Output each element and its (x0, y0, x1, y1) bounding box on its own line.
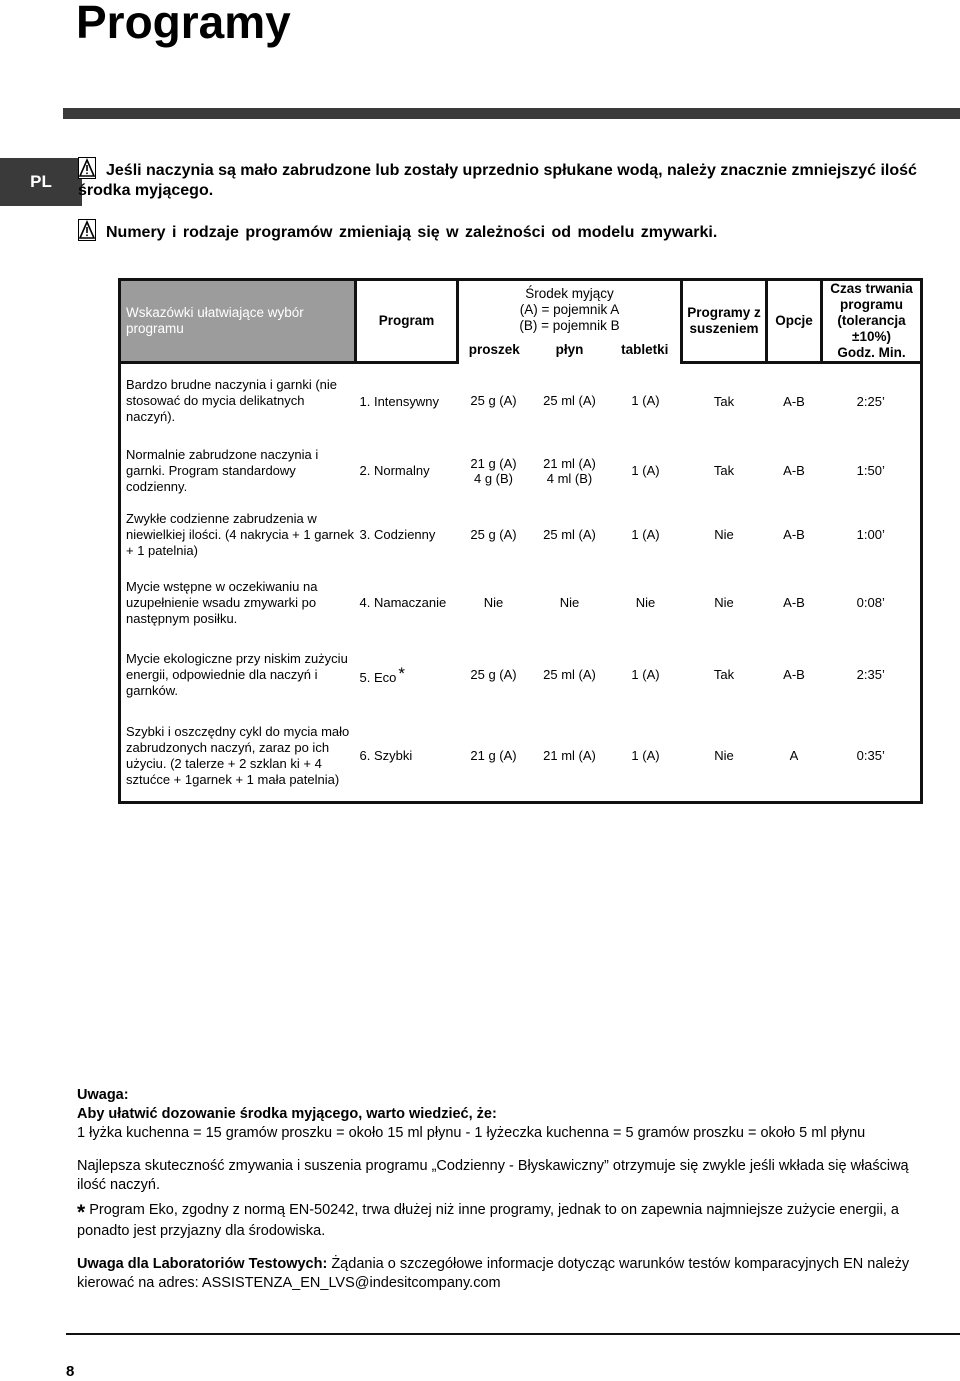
row-tip: Normalnie zabrudzone naczynia i garnki. Program standardowy codzienny. (120, 439, 356, 503)
table-row (120, 567, 922, 639)
efficiency-note: Najlepsza skuteczność zmywania i suszenia programu „Codzienny - Błyskawiczny” otrzymuje się zwykle jeśli wkłada się właściwą ilość naczyń. (77, 1158, 909, 1193)
row-powder-b: 4 g (B) (473, 470, 513, 486)
language-tab: PL (0, 158, 82, 206)
table-row (120, 711, 922, 803)
warning-text-1: Jeśli naczynia są mało zabrudzone lub zostały uprzednio spłukane wodą, należy znacznie zmniejszyć ilość środka myjącego. (78, 162, 917, 199)
row-powder-a: 21 g (A) (470, 455, 517, 471)
header-detergent-b: (B) = pojemnik B (519, 317, 620, 333)
row-duration: 2:35’ (822, 639, 922, 711)
table-row (120, 363, 922, 439)
row-powder (458, 439, 530, 503)
header-program: Program (356, 280, 458, 363)
warning-text-2: Numery i rodzaje programów zmieniają się w zależności od modelu zmywarki. (106, 224, 718, 241)
row-tip: Mycie wstępne w oczekiwaniu na uzupełnienie wsadu zmywarki po następnym posiłku. (120, 567, 356, 639)
warning-note-1 (78, 157, 918, 201)
row-program (356, 639, 458, 711)
row-drying: Tak (713, 393, 735, 409)
notes-section (77, 1086, 937, 1293)
row-powder: 25 g (A) (470, 667, 517, 682)
row-options: A-B (783, 667, 805, 682)
table-row (120, 439, 922, 503)
row-drying: Nie (682, 711, 767, 803)
header-powder: proszek (458, 338, 530, 362)
row-tablets: Nie (635, 595, 656, 610)
header-drying: Programy z suszeniem (682, 280, 767, 363)
eco-note-asterisk: * (77, 1201, 86, 1224)
lab-note-heading: Uwaga dla Laboratoriów Testowych: (77, 1256, 328, 1272)
dosing-text: 1 łyżka kuchenna = 15 gramów proszku = około 15 ml płynu - 1 łyżeczka kuchenna = 5 gramów proszku = około 5 ml płynu (77, 1125, 866, 1141)
row-drying: Nie (714, 595, 734, 610)
page-number: 8 (66, 1363, 75, 1380)
header-duration (822, 280, 922, 363)
row-liquid (530, 439, 610, 503)
lab-note (77, 1255, 937, 1293)
row-liquid: Nie (559, 595, 580, 610)
header-options: Opcje (767, 280, 822, 363)
header-detergent-title: Środek myjący (525, 285, 614, 301)
row-duration: 1:50’ (822, 439, 922, 503)
row-program: 2. Normalny (359, 463, 430, 478)
eco-note-text: Program Eko, zgodny z normą EN-50242, trwa dłużej niż inne programy, jednak to on zapewnia najmniejsze zużycie energii, a ponadto jest przyjazny dla środowiska. (77, 1202, 899, 1239)
row-duration: 0:35’ (822, 711, 922, 803)
lab-note-text: Żądania o szczegółowe informacje dotycząc warunków testów komparacyjnych EN należy kierować na adres: ASSISTENZA_EN_LVS@indesitcompany.com (77, 1256, 910, 1291)
page-title: Programy (76, 0, 291, 48)
row-program: 1. Intensywny (359, 393, 439, 409)
header-detergent (458, 280, 682, 339)
row-tablets: 1 (A) (631, 527, 660, 542)
row-liquid-a: 21 ml (A) (543, 455, 596, 471)
warning-note-2 (78, 219, 938, 243)
footer-rule (66, 1333, 960, 1335)
row-options: A (767, 711, 822, 803)
eco-note (77, 1201, 937, 1241)
header-duration-text: Czas trwania programu (tolerancja ±10%) (830, 281, 913, 344)
row-options: A-B (783, 393, 805, 409)
row-options: A-B (783, 463, 805, 478)
warning-icon (78, 157, 96, 179)
row-liquid: 21 ml (A) (530, 711, 610, 803)
row-tablets: 1 (A) (631, 463, 660, 478)
header-liquid: płyn (555, 342, 584, 358)
header-duration-unit: Godz. Min. (837, 345, 906, 360)
row-liquid: 25 ml (A) (543, 527, 596, 542)
row-program: 6. Szybki (356, 711, 458, 803)
row-duration: 2:25’ (822, 363, 922, 439)
row-drying: Nie (714, 527, 734, 542)
row-tip: Zwykłe codzienne zabrudzenia w niewielkiej ilości. (4 nakrycia + 1 garnek + 1 patelnia) (120, 503, 356, 567)
row-tip: Szybki i oszczędny cykl do mycia mało zabrudzonych naczyń, zaraz po ich użyciu. (2 talerze + 2 szklan ki + 4 sztućce + 1garnek + 1 mała patelnia) (120, 711, 356, 803)
row-tablets: 1 (A) (631, 667, 660, 682)
header-tablets: tabletki (610, 338, 682, 362)
header-tips: Wskazówki ułatwiające wybór programu (120, 280, 356, 363)
table-row (120, 503, 922, 567)
eco-asterisk: * (398, 664, 405, 683)
programs-table (118, 278, 923, 804)
row-program: 4. Namaczanie (359, 595, 447, 610)
dosing-heading: Aby ułatwić dozowanie środka myjącego, warto wiedzieć, że: (77, 1106, 497, 1122)
table-row (120, 639, 922, 711)
header-bar (63, 108, 960, 119)
row-program: 3. Codzienny (359, 527, 436, 542)
row-drying: Tak (713, 463, 735, 478)
row-powder: 25 g (A) (470, 527, 517, 542)
row-tip: Bardzo brudne naczynia i garnki (nie stosować do mycia delikatnych naczyń). (120, 363, 356, 439)
row-liquid-b: 4 ml (B) (546, 470, 593, 486)
row-drying: Tak (713, 667, 735, 682)
row-powder: Nie (483, 595, 504, 610)
row-powder: 21 g (A) (458, 711, 530, 803)
row-liquid: 25 ml (A) (543, 393, 596, 408)
row-duration: 1:00’ (822, 503, 922, 567)
warning-icon (78, 219, 96, 241)
row-tablets: 1 (A) (631, 393, 660, 408)
row-options: A-B (783, 527, 805, 542)
row-tablets: 1 (A) (610, 711, 682, 803)
header-detergent-a: (A) = pojemnik A (519, 301, 620, 317)
row-duration: 0:08’ (822, 567, 922, 639)
row-powder: 25 g (A) (470, 393, 517, 408)
row-liquid: 25 ml (A) (543, 667, 596, 682)
note-label: Uwaga: (77, 1087, 129, 1103)
row-options: A-B (783, 595, 805, 610)
row-tip: Mycie ekologiczne przy niskim zużyciu energii, odpowiednie dla naczyń i garnków. (120, 639, 356, 711)
row-program-name: 5. Eco (359, 670, 397, 685)
